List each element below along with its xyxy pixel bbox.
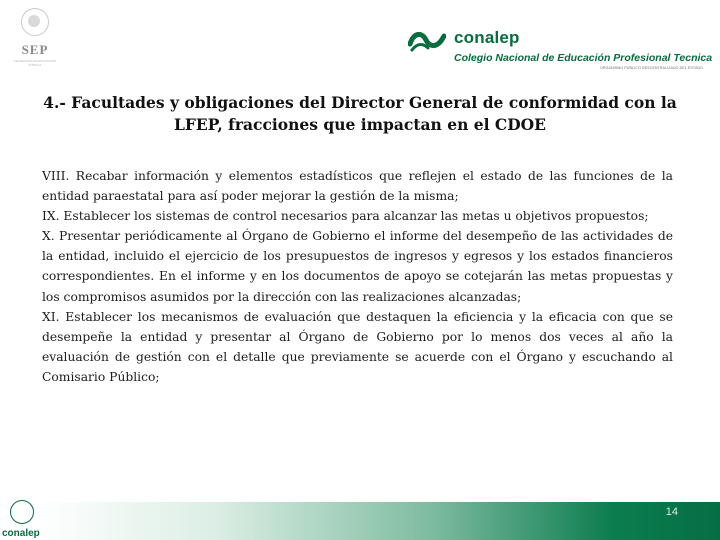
conalep-header bbox=[408, 24, 720, 74]
footer-seal-icon bbox=[10, 500, 34, 524]
paragraph-viii: VIII. Recabar información y elementos estadísticos que reflejen el estado de las funciones de la entidad paraestatal para así poder mejorar la gestión de la misma; bbox=[42, 169, 673, 204]
conalep-logo-icon bbox=[408, 28, 446, 52]
conalep-tagline: ORGANISMO PÚBLICO DESCENTRALIZADO DEL ESTADO bbox=[600, 66, 704, 70]
footer-conalep-logo bbox=[2, 498, 42, 540]
sep-logo bbox=[8, 6, 62, 76]
sep-subtitle: SECRETARÍA DE EDUCACIÓN PÚBLICA bbox=[13, 59, 57, 67]
sep-seal-icon bbox=[21, 8, 49, 36]
conalep-full-name: Colegio Nacional de Educación Profesional Tecnica bbox=[454, 52, 713, 64]
paragraph-xi: XI. Establecer los mecanismos de evaluación que destaquen la eficiencia y la eficacia con que se desempeñe la entidad y presentar al Órgano de Gobierno por lo menos dos veces al año la evaluación de gestión con el detalle que previamente se acuerde con el Órgano y escuchando al Comisario Público; bbox=[42, 309, 673, 384]
page-number: 14 bbox=[665, 506, 678, 518]
footer-logo-text: conalep bbox=[2, 528, 40, 539]
conalep-name: conalep bbox=[454, 28, 520, 47]
slide-content bbox=[42, 166, 673, 387]
paragraph-x: X. Presentar periódicamente al Órgano de Gobierno el informe del desempeño de las actividades de la entidad, incluido el ejercicio de los presupuestos de ingresos y egresos y los estados financieros correspondientes. En el informe y en los documentos de apoyo se cotejarán las metas propuestas y los compromisos asumidos por la dirección con las realizaciones alcanzadas; bbox=[42, 229, 673, 304]
slide-title: 4.- Facultades y obligaciones del Director General de conformidad con la LFEP, fracciones que impactan en el CDOE bbox=[43, 93, 677, 134]
paragraph-ix: IX. Establecer los sistemas de control necesarios para alcanzar las metas u objetivos propuestos; bbox=[42, 209, 649, 224]
sep-logo-text: SEP bbox=[21, 42, 49, 57]
footer-bar bbox=[0, 502, 720, 540]
